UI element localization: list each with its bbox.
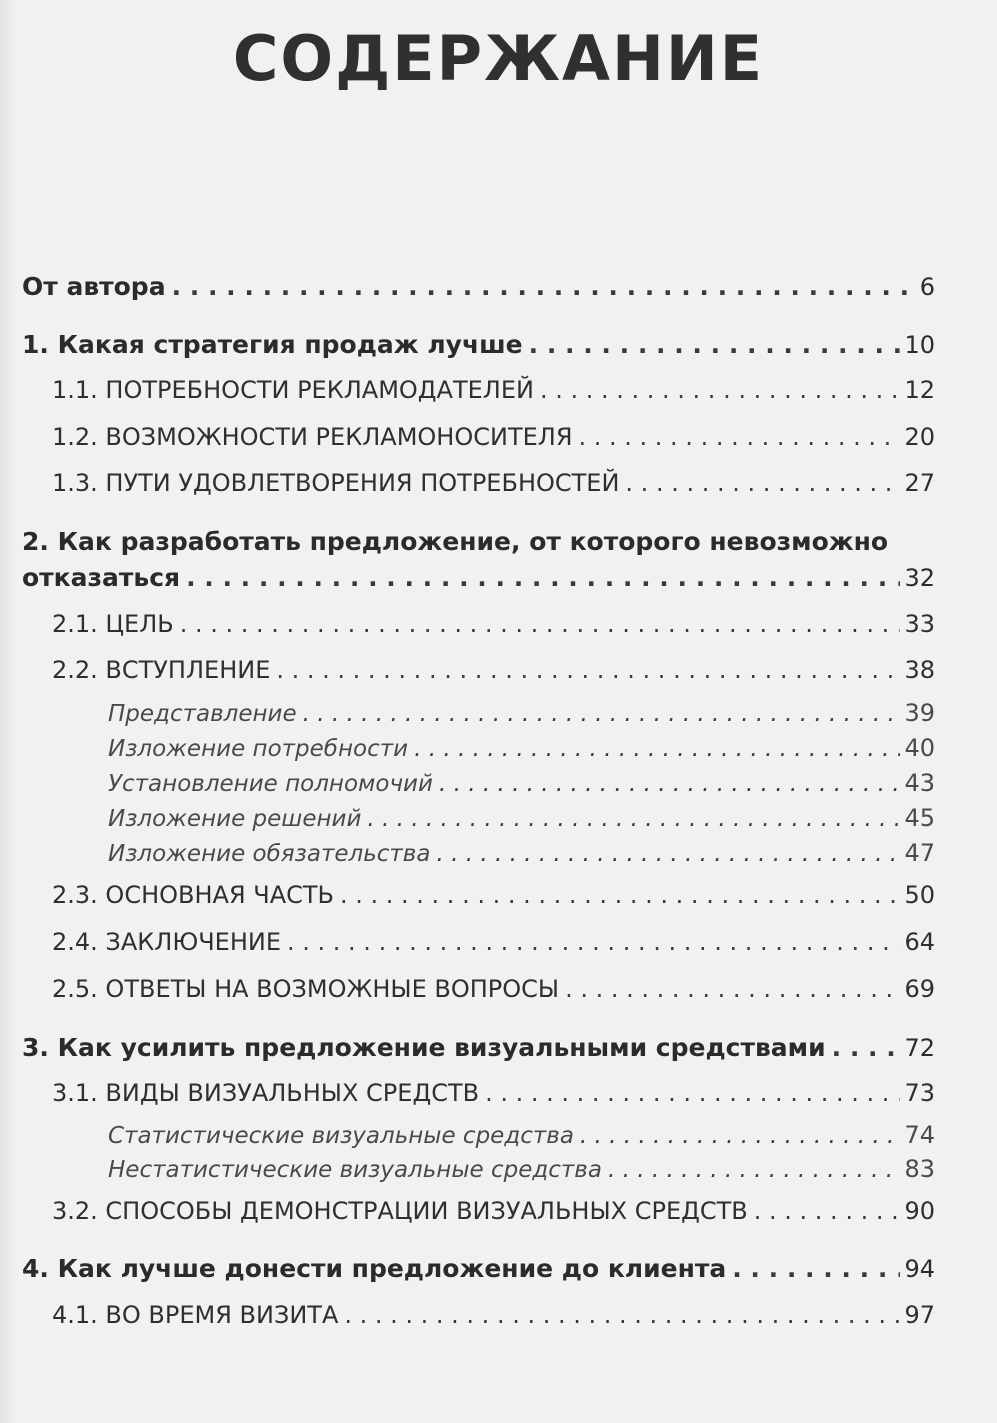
toc-section-2-3 xyxy=(52,881,935,909)
dot-leader xyxy=(186,563,900,592)
toc-page-number: 40 xyxy=(904,734,935,762)
toc-entry-label: 1.2. ВОЗМОЖНОСТИ РЕКЛАМОНОСИТЕЛЯ xyxy=(52,423,573,451)
toc-subsection-need xyxy=(108,734,935,762)
toc-section-3-2 xyxy=(52,1197,935,1225)
toc-page-number: 32 xyxy=(904,564,935,592)
dot-leader xyxy=(832,1033,901,1062)
page-title: СОДЕРЖАНИЕ xyxy=(232,22,765,95)
toc-entry-label: 2.4. ЗАКЛЮЧЕНИЕ xyxy=(52,928,282,956)
toc-subsection-nonstatistical xyxy=(108,1155,935,1183)
toc-page-number: 6 xyxy=(919,273,935,301)
toc-page-number: 83 xyxy=(904,1155,935,1183)
toc-entry-from-author xyxy=(22,272,935,301)
toc-entry-label: 3.2. СПОСОБЫ ДЕМОНСТРАЦИИ ВИЗУАЛЬНЫХ СРЕДСТВ xyxy=(52,1197,748,1225)
dot-leader xyxy=(565,975,900,1003)
dot-leader xyxy=(485,1079,900,1107)
toc-entry-label: 2.3. ОСНОВНАЯ ЧАСТЬ xyxy=(52,881,334,909)
dot-leader xyxy=(625,469,900,497)
dot-leader xyxy=(580,1123,901,1149)
toc-entry-label: 4.1. ВО ВРЕМЯ ВИЗИТА xyxy=(52,1301,339,1329)
toc-entry-label: 2.2. ВСТУПЛЕНИЕ xyxy=(52,656,271,684)
toc-subsection-solutions xyxy=(108,804,935,832)
toc-entry-label: Нестатистические визуальные средства xyxy=(108,1157,602,1183)
toc-section-2-5 xyxy=(52,975,935,1003)
dot-leader xyxy=(344,1301,900,1329)
toc-section-1-3 xyxy=(52,469,935,497)
dot-leader xyxy=(436,841,900,867)
toc-entry-label: 2.5. ОТВЕТЫ НА ВОЗМОЖНЫЕ ВОПРОСЫ xyxy=(52,975,560,1003)
dot-leader xyxy=(276,656,900,684)
toc-entry-label: 4. Как лучше донести предложение до клиента xyxy=(22,1254,727,1283)
toc-subsection-presentation xyxy=(108,699,935,727)
dot-leader xyxy=(732,1254,900,1283)
toc-chapter-2 xyxy=(22,563,935,592)
toc-section-2-4 xyxy=(52,928,935,956)
dot-leader xyxy=(529,330,901,359)
dot-leader xyxy=(180,610,901,638)
toc-section-2-2 xyxy=(52,656,935,684)
dot-leader xyxy=(287,928,900,956)
toc-page-number: 47 xyxy=(904,839,935,867)
toc-page-number: 12 xyxy=(904,376,935,404)
toc-entry-label: отказаться xyxy=(22,563,181,592)
toc-entry-label: 1.3. ПУТИ УДОВЛЕТВОРЕНИЯ ПОТРЕБНОСТЕЙ xyxy=(52,469,620,497)
toc-chapter-4 xyxy=(22,1254,935,1283)
toc-page-number: 39 xyxy=(904,699,935,727)
dot-leader xyxy=(579,423,901,451)
toc-entry-label: Представление xyxy=(108,701,297,727)
toc-section-1-1 xyxy=(52,376,935,404)
dot-leader xyxy=(608,1157,901,1183)
toc-section-3-1 xyxy=(52,1079,935,1107)
toc-entry-label: От автора xyxy=(22,272,166,301)
toc-entry-label: Изложение потребности xyxy=(108,736,409,762)
toc-page-number: 45 xyxy=(904,804,935,832)
dot-leader xyxy=(340,881,900,909)
toc-entry-label: 3. Как усилить предложение визуальными средствами xyxy=(22,1033,826,1062)
toc-page-number: 10 xyxy=(904,331,935,359)
page-edge-shadow xyxy=(0,0,18,1423)
toc-entry-label: 1. Какая стратегия продаж лучше xyxy=(22,330,523,359)
toc-entry-label: 3.1. ВИДЫ ВИЗУАЛЬНЫХ СРЕДСТВ xyxy=(52,1079,480,1107)
toc-page-number: 64 xyxy=(904,928,935,956)
toc-page-number: 74 xyxy=(904,1121,935,1149)
toc-entry-label: Изложение решений xyxy=(108,806,362,832)
toc-page-number: 72 xyxy=(904,1034,935,1062)
toc-page-number: 50 xyxy=(904,881,935,909)
dot-leader xyxy=(172,272,916,301)
toc-subsection-statistical xyxy=(108,1121,935,1149)
dot-leader xyxy=(754,1197,901,1225)
toc-subsection-authority xyxy=(108,769,935,797)
toc-page-number: 73 xyxy=(904,1079,935,1107)
toc-page-number: 33 xyxy=(904,610,935,638)
toc-chapter-2-line1: 2. Как разработать предложение, от которого невозможно xyxy=(22,527,889,556)
toc-chapter-1 xyxy=(22,330,935,359)
toc-page-number: 90 xyxy=(904,1197,935,1225)
toc-section-2-1 xyxy=(52,610,935,638)
dot-leader xyxy=(414,736,900,762)
toc-entry-label: 1.1. ПОТРЕБНОСТИ РЕКЛАМОДАТЕЛЕЙ xyxy=(52,376,534,404)
toc-entry-label: Изложение обязательства xyxy=(108,841,431,867)
toc-chapter-3 xyxy=(22,1033,935,1062)
toc-page-number: 94 xyxy=(904,1255,935,1283)
toc-entry-label: 2.1. ЦЕЛЬ xyxy=(52,610,174,638)
toc-section-1-2 xyxy=(52,423,935,451)
toc-page-number: 97 xyxy=(904,1301,935,1329)
dot-leader xyxy=(540,376,900,404)
toc-page-number: 69 xyxy=(904,975,935,1003)
toc-entry-label: Установление полномочий xyxy=(108,771,433,797)
toc-page-number: 38 xyxy=(904,656,935,684)
toc-page-number: 20 xyxy=(904,423,935,451)
dot-leader xyxy=(303,701,901,727)
toc-page-number: 27 xyxy=(904,469,935,497)
toc-subsection-commitment xyxy=(108,839,935,867)
dot-leader xyxy=(439,771,901,797)
toc-page-number: 43 xyxy=(904,769,935,797)
toc-section-4-1 xyxy=(52,1301,935,1329)
dot-leader xyxy=(367,806,900,832)
toc-entry-label: Статистические визуальные средства xyxy=(108,1123,574,1149)
